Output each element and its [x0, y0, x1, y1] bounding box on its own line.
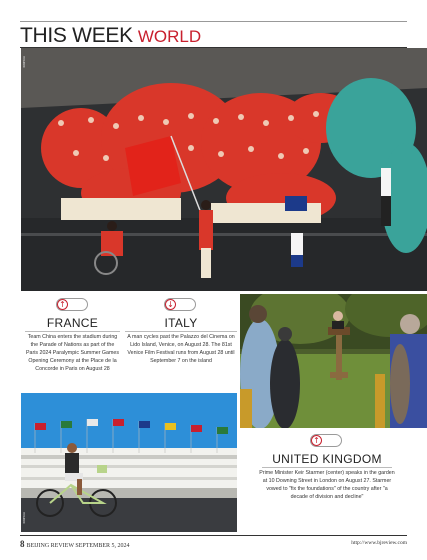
photo-paris-parade	[21, 48, 427, 291]
publication-url[interactable]: http://www.bjreview.com	[351, 540, 407, 546]
country-label-italy: ITALY	[164, 316, 198, 330]
trend-toggle-france	[56, 298, 88, 311]
trend-toggle-italy	[164, 298, 196, 311]
photo-downing-street	[240, 294, 427, 428]
photo-credit-venice: XINHUA	[22, 512, 26, 524]
parade-illustration	[21, 48, 427, 291]
section-header	[20, 24, 201, 46]
photo-venice-cyclist	[21, 393, 237, 532]
publication-name: BEIJING REVIEW SEPTEMBER 5, 2024	[26, 543, 130, 549]
top-rule	[20, 21, 407, 22]
arrow-up-icon: ↑	[311, 435, 322, 446]
caption-uk: Prime Minister Keir Starmer (center) speaks in the garden at 10 Downing Street in London on August 27. Starmer vowed to "fix the foundations" of the country after "a decade of division and decline"	[259, 470, 395, 500]
caption-italy: A man cycles past the Palazzo del Cinema on Lido Island, Venice, on August 28. The 81st Venice Film Festival runs from August 28 until September 7 on the island	[127, 334, 235, 364]
country-rule-france	[25, 331, 120, 332]
country-rule-italy	[125, 331, 237, 332]
photo-credit: XINHUA	[22, 56, 26, 68]
caption-france: Team China enters the stadium during the Parade of Nations as part of the Paris 2024 Paralympic Summer Games Opening Ceremony at the Place de la Concorde in Paris on August 28	[25, 334, 120, 372]
section-title-accent: WORLD	[137, 27, 202, 46]
section-title: THIS WEEK	[20, 24, 133, 47]
venice-illustration	[21, 393, 237, 532]
trend-toggle-uk	[310, 434, 342, 447]
downing-street-illustration	[240, 294, 427, 428]
page-folio	[20, 539, 130, 549]
footer-rule	[20, 535, 407, 536]
page-number: 8	[20, 539, 25, 549]
country-label-uk: UNITED KINGDOM	[272, 452, 382, 466]
arrow-up-icon: ↑	[57, 299, 68, 310]
country-rule-uk	[262, 467, 392, 468]
country-label-france: FRANCE	[46, 316, 99, 330]
arrow-down-icon: ↓	[165, 299, 176, 310]
